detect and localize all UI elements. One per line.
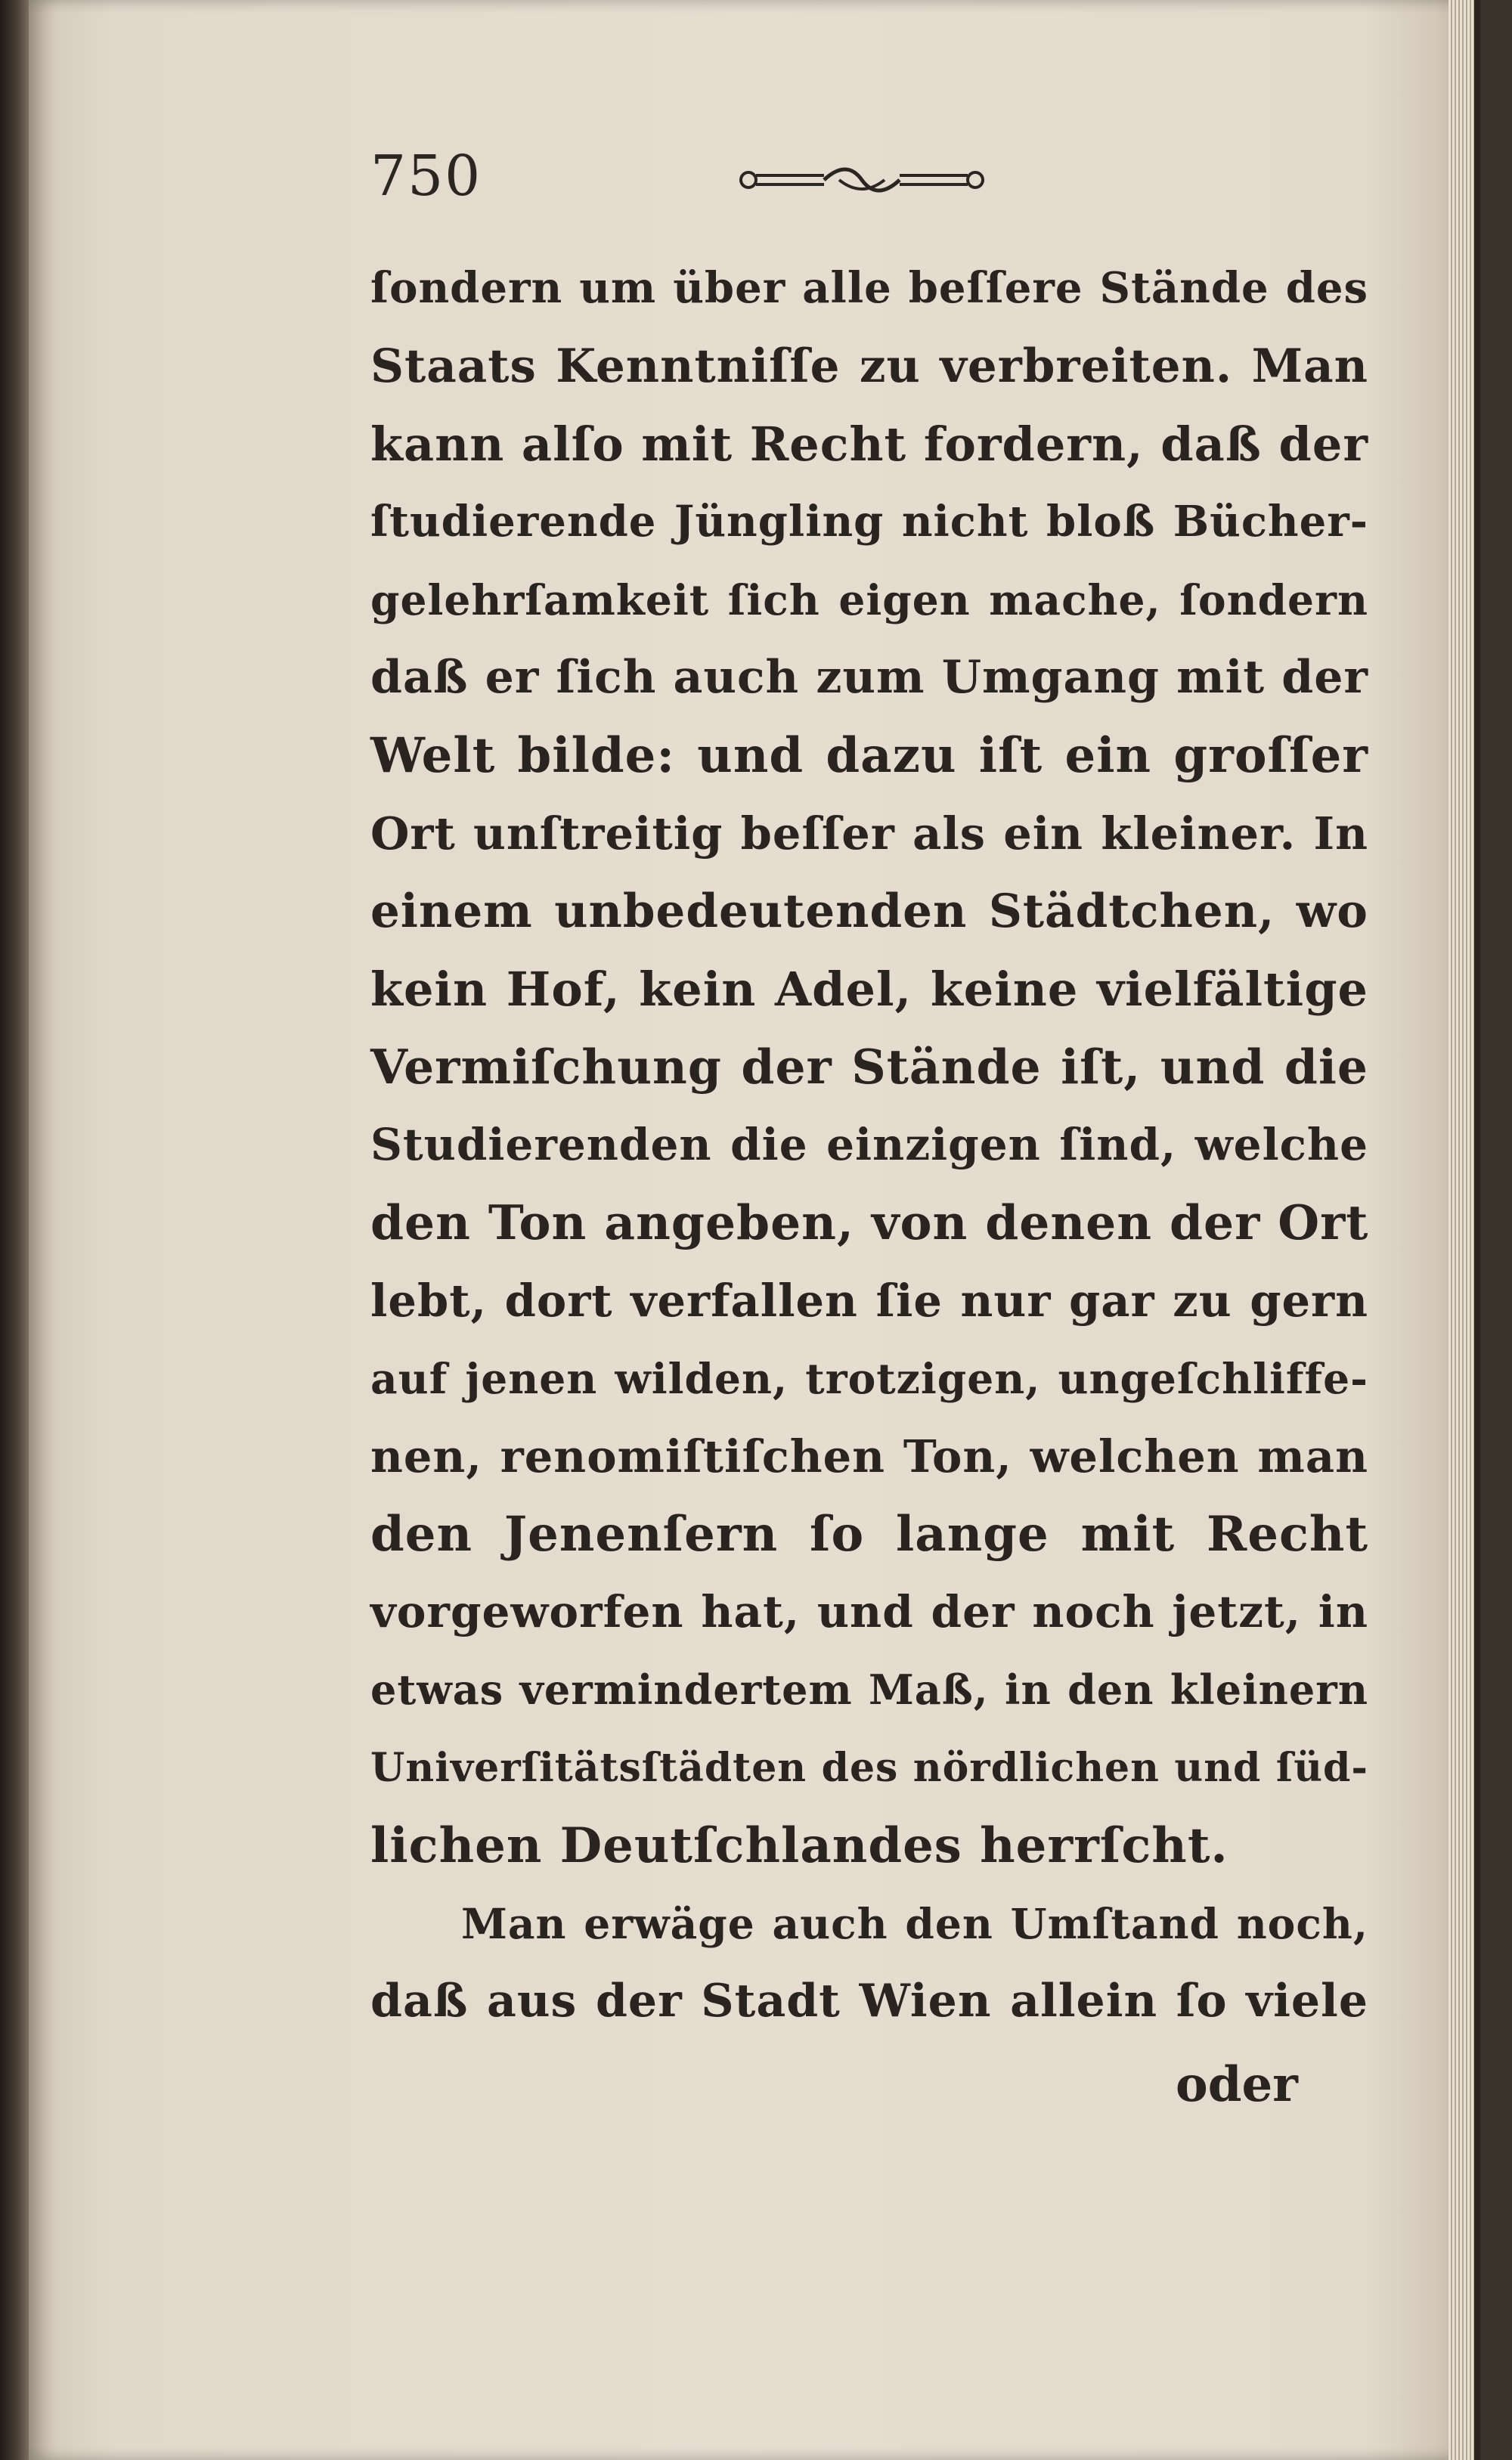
text-line: etwas vermindertem Maß, in den kleinern — [370, 1665, 1368, 1714]
text-line: lebt, dort verfallen ſie nur gar zu gern — [370, 1275, 1368, 1327]
text-line: Studierenden die einzigen ſind, welche — [370, 1119, 1368, 1170]
text-line: lichen Deutſchlandes herrſcht. — [370, 1817, 1228, 1874]
text-line: vorgeworfen hat, und der noch jetzt, in — [370, 1586, 1368, 1637]
text-line: ſtudierende Jüngling nicht bloß Bücher- — [370, 497, 1368, 547]
body-text — [370, 249, 1368, 2040]
page-number: 750 — [370, 144, 482, 209]
page-header — [370, 144, 1368, 212]
book-gutter — [0, 0, 29, 2460]
text-line: Univerſitätsſtädten des nördlichen und ſüd- — [370, 1745, 1368, 1791]
text-line: Staats Kenntniſſe zu verbreiten. Man — [370, 339, 1368, 393]
text-line: Vermiſchung der Stände iſt, und die — [370, 1039, 1368, 1095]
text-line: daß aus der Stadt Wien allein ſo viele — [370, 1975, 1368, 2028]
text-line: den Jenenſern ſo lange mit Recht — [370, 1506, 1368, 1563]
text-line: Welt bilde: und dazu iſt ein groſſer — [370, 727, 1368, 784]
header-ornament-icon — [733, 151, 990, 204]
text-line: ſondern um über alle beſſere Stände des — [370, 263, 1368, 313]
text-line: nen, renomiſtiſchen Ton, welchen man — [370, 1430, 1368, 1483]
text-line: einem unbedeutenden Städtchen, wo — [370, 885, 1368, 938]
text-line: Man erwäge auch den Umſtand noch, — [461, 1899, 1368, 1948]
text-line: kein Hof, kein Adel, keine vielfältige — [370, 962, 1368, 1017]
text-line: gelehrſamkeit ſich eigen mache, ſondern — [370, 575, 1368, 624]
text-line: auf jenen wilden, trotzigen, ungeſchliffe- — [370, 1354, 1368, 1403]
text-line: kann alſo mit Recht fordern, daß der — [370, 417, 1368, 472]
book-cover-edge — [1474, 0, 1480, 2460]
paragraph — [370, 1885, 1368, 2040]
text-line: den Ton angeben, von denen der Ort — [370, 1194, 1369, 1250]
text-line: Ort unſtreitig beſſer als ein kleiner. In — [370, 807, 1368, 860]
paragraph — [370, 249, 1368, 1885]
catchword: oder — [1176, 2056, 1298, 2113]
text-line: daß er ſich auch zum Umgang mit der — [370, 651, 1368, 704]
